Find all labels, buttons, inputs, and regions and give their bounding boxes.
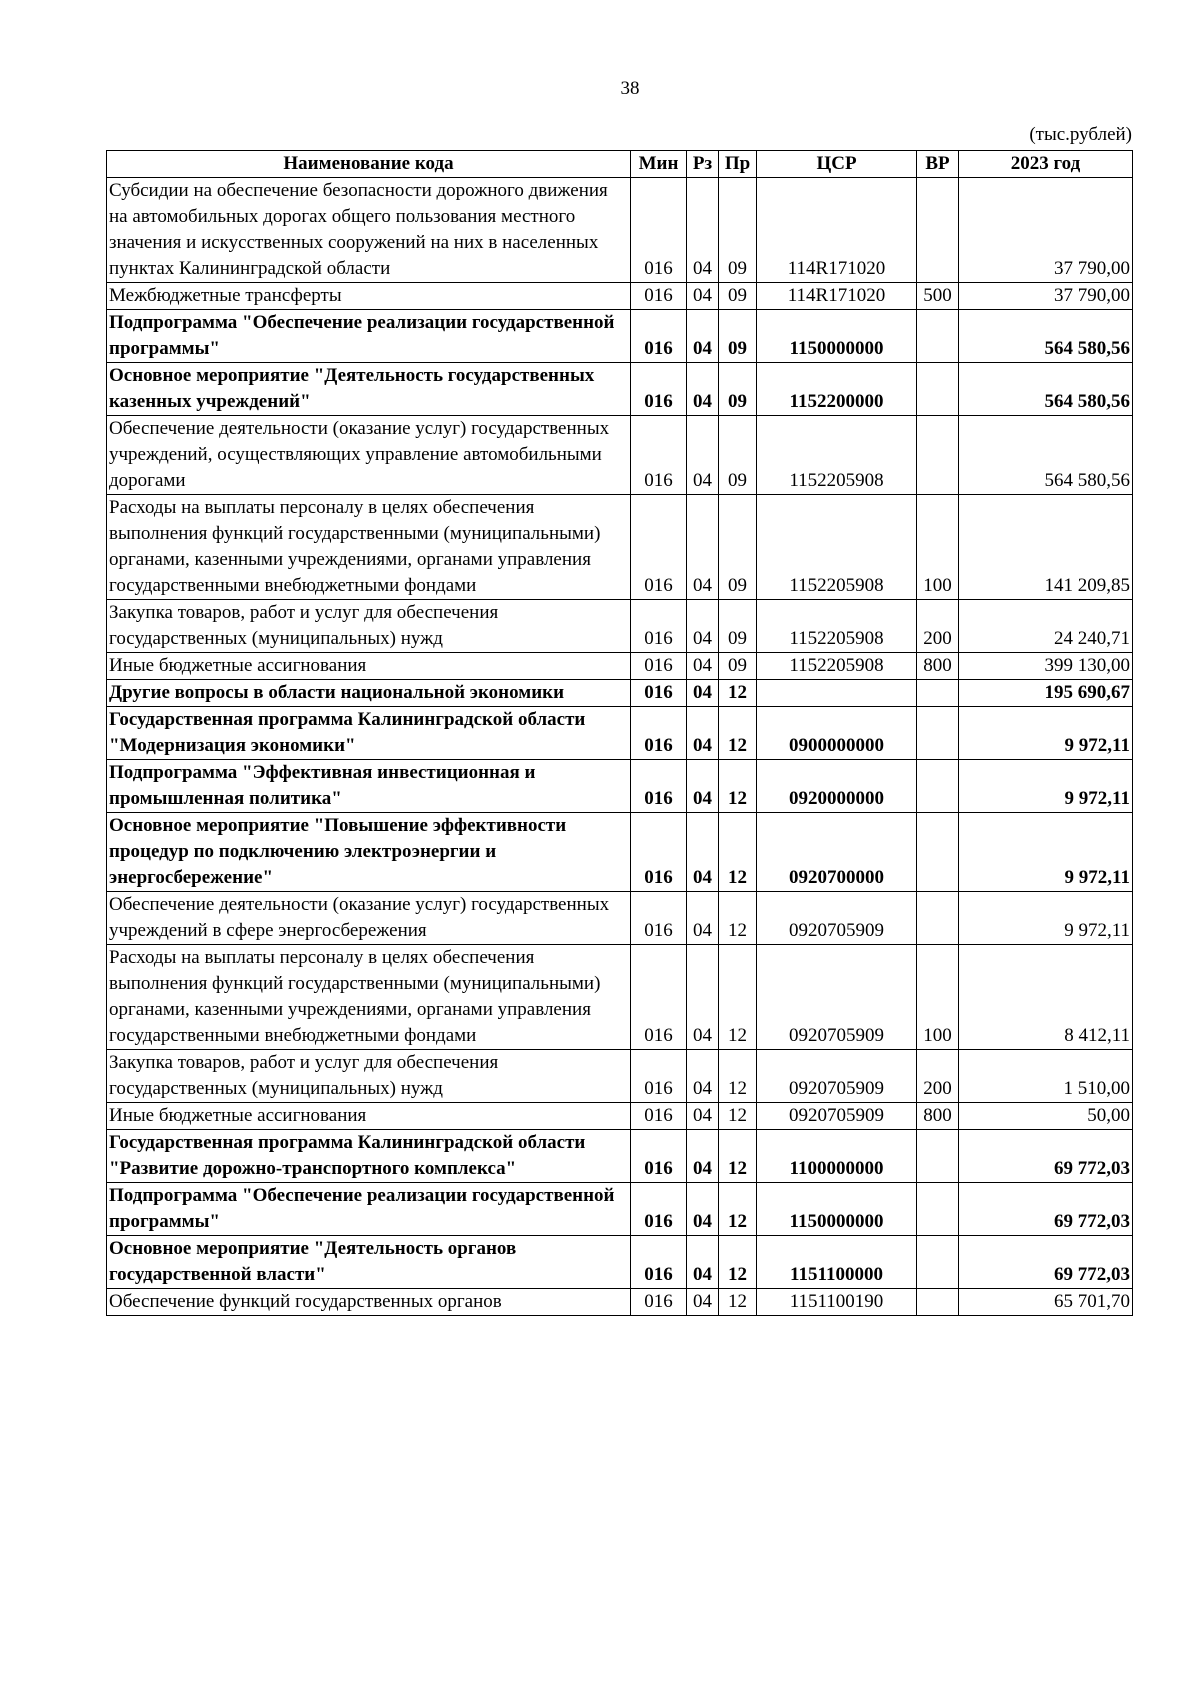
table-row xyxy=(107,680,1133,707)
row-sum: 24 240,71 xyxy=(959,600,1133,653)
row-name: Государственная программа Калининградской области "Развитие дорожно-транспортного комплекса" xyxy=(107,1130,631,1183)
row-name: Обеспечение деятельности (оказание услуг) государственных учреждений, осуществляющих управление автомобильными дорогами xyxy=(107,416,631,495)
row-min: 016 xyxy=(631,1289,687,1316)
row-sum: 399 130,00 xyxy=(959,653,1133,680)
row-pr: 12 xyxy=(719,1289,757,1316)
row-sum: 564 580,56 xyxy=(959,363,1133,416)
row-sum: 8 412,11 xyxy=(959,945,1133,1050)
row-sum: 9 972,11 xyxy=(959,813,1133,892)
row-vr xyxy=(917,1289,959,1316)
row-sum: 9 972,11 xyxy=(959,892,1133,945)
row-pr: 12 xyxy=(719,680,757,707)
table-row xyxy=(107,363,1133,416)
row-sum: 9 972,11 xyxy=(959,707,1133,760)
row-sum: 564 580,56 xyxy=(959,416,1133,495)
row-csr: 1151100190 xyxy=(757,1289,917,1316)
row-name: Государственная программа Калининградской области "Модернизация экономики" xyxy=(107,707,631,760)
row-rz: 04 xyxy=(687,363,719,416)
table-row xyxy=(107,760,1133,813)
row-name: Подпрограмма "Эффективная инвестиционная и промышленная политика" xyxy=(107,760,631,813)
row-min: 016 xyxy=(631,1236,687,1289)
row-rz: 04 xyxy=(687,310,719,363)
table-body xyxy=(107,178,1133,1316)
header-pr: Пр xyxy=(719,151,757,178)
row-csr: 1151100000 xyxy=(757,1236,917,1289)
header-rz: Рз xyxy=(687,151,719,178)
row-rz: 04 xyxy=(687,600,719,653)
row-pr: 12 xyxy=(719,1103,757,1130)
table-row xyxy=(107,1183,1133,1236)
row-min: 016 xyxy=(631,363,687,416)
row-vr: 800 xyxy=(917,653,959,680)
row-vr xyxy=(917,707,959,760)
row-rz: 04 xyxy=(687,1236,719,1289)
row-min: 016 xyxy=(631,760,687,813)
row-sum: 1 510,00 xyxy=(959,1050,1133,1103)
units-note: (тыс.рублей) xyxy=(1029,124,1132,145)
row-pr: 12 xyxy=(719,945,757,1050)
row-min: 016 xyxy=(631,416,687,495)
row-name: Закупка товаров, работ и услуг для обеспечения государственных (муниципальных) нужд xyxy=(107,600,631,653)
budget-table xyxy=(106,150,1133,1316)
table-header-row xyxy=(107,151,1133,178)
row-rz: 04 xyxy=(687,495,719,600)
row-min: 016 xyxy=(631,945,687,1050)
row-csr: 1152200000 xyxy=(757,363,917,416)
row-name: Закупка товаров, работ и услуг для обеспечения государственных (муниципальных) нужд xyxy=(107,1050,631,1103)
row-sum: 141 209,85 xyxy=(959,495,1133,600)
row-name: Субсидии на обеспечение безопасности дорожного движения на автомобильных дорогах общего пользования местного значения и искусственных сооружений на них в населенных пунктах Калининградской области xyxy=(107,178,631,283)
row-vr xyxy=(917,892,959,945)
row-sum: 564 580,56 xyxy=(959,310,1133,363)
row-name: Расходы на выплаты персоналу в целях обеспечения выполнения функций государственными (муниципальными) органами, казенными учреждениями, органами управления государственными внебюджетными фондами xyxy=(107,945,631,1050)
row-csr: 0920000000 xyxy=(757,760,917,813)
row-name: Иные бюджетные ассигнования xyxy=(107,1103,631,1130)
row-vr: 800 xyxy=(917,1103,959,1130)
row-vr: 100 xyxy=(917,945,959,1050)
row-pr: 12 xyxy=(719,1183,757,1236)
table-row xyxy=(107,1289,1133,1316)
row-csr xyxy=(757,680,917,707)
table-row xyxy=(107,945,1133,1050)
row-name: Основное мероприятие "Деятельность государственных казенных учреждений" xyxy=(107,363,631,416)
row-rz: 04 xyxy=(687,283,719,310)
row-min: 016 xyxy=(631,1050,687,1103)
row-csr: 1152205908 xyxy=(757,653,917,680)
table-row xyxy=(107,1236,1133,1289)
row-pr: 09 xyxy=(719,178,757,283)
row-rz: 04 xyxy=(687,1050,719,1103)
row-csr: 0920705909 xyxy=(757,1050,917,1103)
row-csr: 114R171020 xyxy=(757,178,917,283)
row-csr: 1152205908 xyxy=(757,495,917,600)
row-min: 016 xyxy=(631,178,687,283)
table-row xyxy=(107,495,1133,600)
row-csr: 1152205908 xyxy=(757,416,917,495)
row-rz: 04 xyxy=(687,892,719,945)
row-name: Обеспечение деятельности (оказание услуг) государственных учреждений в сфере энергосбережения xyxy=(107,892,631,945)
row-min: 016 xyxy=(631,813,687,892)
row-name: Подпрограмма "Обеспечение реализации государственной программы" xyxy=(107,1183,631,1236)
row-pr: 09 xyxy=(719,283,757,310)
row-vr: 200 xyxy=(917,600,959,653)
row-csr: 114R171020 xyxy=(757,283,917,310)
header-min: Мин xyxy=(631,151,687,178)
row-min: 016 xyxy=(631,892,687,945)
row-min: 016 xyxy=(631,680,687,707)
row-rz: 04 xyxy=(687,945,719,1050)
row-pr: 09 xyxy=(719,495,757,600)
header-csr: ЦСР xyxy=(757,151,917,178)
row-name: Подпрограмма "Обеспечение реализации государственной программы" xyxy=(107,310,631,363)
row-csr: 1150000000 xyxy=(757,1183,917,1236)
row-vr xyxy=(917,1236,959,1289)
row-vr xyxy=(917,1130,959,1183)
row-vr: 200 xyxy=(917,1050,959,1103)
row-vr xyxy=(917,760,959,813)
table-row xyxy=(107,892,1133,945)
row-rz: 04 xyxy=(687,416,719,495)
row-csr: 1100000000 xyxy=(757,1130,917,1183)
row-vr: 500 xyxy=(917,283,959,310)
row-rz: 04 xyxy=(687,813,719,892)
row-pr: 12 xyxy=(719,707,757,760)
row-sum: 69 772,03 xyxy=(959,1183,1133,1236)
row-pr: 12 xyxy=(719,1236,757,1289)
row-min: 016 xyxy=(631,707,687,760)
row-vr xyxy=(917,813,959,892)
header-vr: ВР xyxy=(917,151,959,178)
row-vr xyxy=(917,363,959,416)
row-pr: 12 xyxy=(719,813,757,892)
row-pr: 12 xyxy=(719,760,757,813)
row-sum: 195 690,67 xyxy=(959,680,1133,707)
row-rz: 04 xyxy=(687,653,719,680)
row-pr: 12 xyxy=(719,892,757,945)
row-rz: 04 xyxy=(687,1289,719,1316)
table-row xyxy=(107,1050,1133,1103)
row-pr: 09 xyxy=(719,653,757,680)
row-pr: 09 xyxy=(719,416,757,495)
row-min: 016 xyxy=(631,310,687,363)
row-min: 016 xyxy=(631,1130,687,1183)
row-min: 016 xyxy=(631,495,687,600)
row-vr xyxy=(917,1183,959,1236)
row-csr: 0920700000 xyxy=(757,813,917,892)
row-min: 016 xyxy=(631,1183,687,1236)
row-rz: 04 xyxy=(687,1183,719,1236)
row-sum: 69 772,03 xyxy=(959,1130,1133,1183)
row-min: 016 xyxy=(631,600,687,653)
row-csr: 0920705909 xyxy=(757,892,917,945)
row-rz: 04 xyxy=(687,1103,719,1130)
row-csr: 0900000000 xyxy=(757,707,917,760)
row-name: Межбюджетные трансферты xyxy=(107,283,631,310)
row-name: Обеспечение функций государственных органов xyxy=(107,1289,631,1316)
table-row xyxy=(107,1103,1133,1130)
row-rz: 04 xyxy=(687,1130,719,1183)
header-name: Наименование кода xyxy=(107,151,631,178)
table-row xyxy=(107,707,1133,760)
row-vr xyxy=(917,178,959,283)
row-vr: 100 xyxy=(917,495,959,600)
table-row xyxy=(107,653,1133,680)
table-row xyxy=(107,178,1133,283)
row-min: 016 xyxy=(631,653,687,680)
table-row xyxy=(107,310,1133,363)
row-pr: 12 xyxy=(719,1050,757,1103)
row-rz: 04 xyxy=(687,707,719,760)
row-csr: 1150000000 xyxy=(757,310,917,363)
table-row xyxy=(107,600,1133,653)
row-name: Основное мероприятие "Деятельность органов государственной власти" xyxy=(107,1236,631,1289)
row-rz: 04 xyxy=(687,178,719,283)
row-name: Другие вопросы в области национальной экономики xyxy=(107,680,631,707)
row-sum: 9 972,11 xyxy=(959,760,1133,813)
row-min: 016 xyxy=(631,283,687,310)
row-vr xyxy=(917,416,959,495)
table-row xyxy=(107,416,1133,495)
table-row xyxy=(107,1130,1133,1183)
row-rz: 04 xyxy=(687,760,719,813)
row-sum: 50,00 xyxy=(959,1103,1133,1130)
row-pr: 09 xyxy=(719,363,757,416)
row-vr xyxy=(917,680,959,707)
header-sum: 2023 год xyxy=(959,151,1133,178)
row-pr: 09 xyxy=(719,310,757,363)
row-name: Расходы на выплаты персоналу в целях обеспечения выполнения функций государственными (муниципальными) органами, казенными учреждениями, органами управления государственными внебюджетными фондами xyxy=(107,495,631,600)
row-name: Основное мероприятие "Повышение эффективности процедур по подключению электроэнергии и энергосбережение" xyxy=(107,813,631,892)
row-csr: 1152205908 xyxy=(757,600,917,653)
row-sum: 37 790,00 xyxy=(959,283,1133,310)
table-row xyxy=(107,283,1133,310)
row-csr: 0920705909 xyxy=(757,1103,917,1130)
row-min: 016 xyxy=(631,1103,687,1130)
page-number: 38 xyxy=(620,78,640,99)
row-pr: 12 xyxy=(719,1130,757,1183)
row-sum: 65 701,70 xyxy=(959,1289,1133,1316)
row-csr: 0920705909 xyxy=(757,945,917,1050)
table-row xyxy=(107,813,1133,892)
row-sum: 69 772,03 xyxy=(959,1236,1133,1289)
row-pr: 09 xyxy=(719,600,757,653)
row-sum: 37 790,00 xyxy=(959,178,1133,283)
row-name: Иные бюджетные ассигнования xyxy=(107,653,631,680)
row-vr xyxy=(917,310,959,363)
row-rz: 04 xyxy=(687,680,719,707)
